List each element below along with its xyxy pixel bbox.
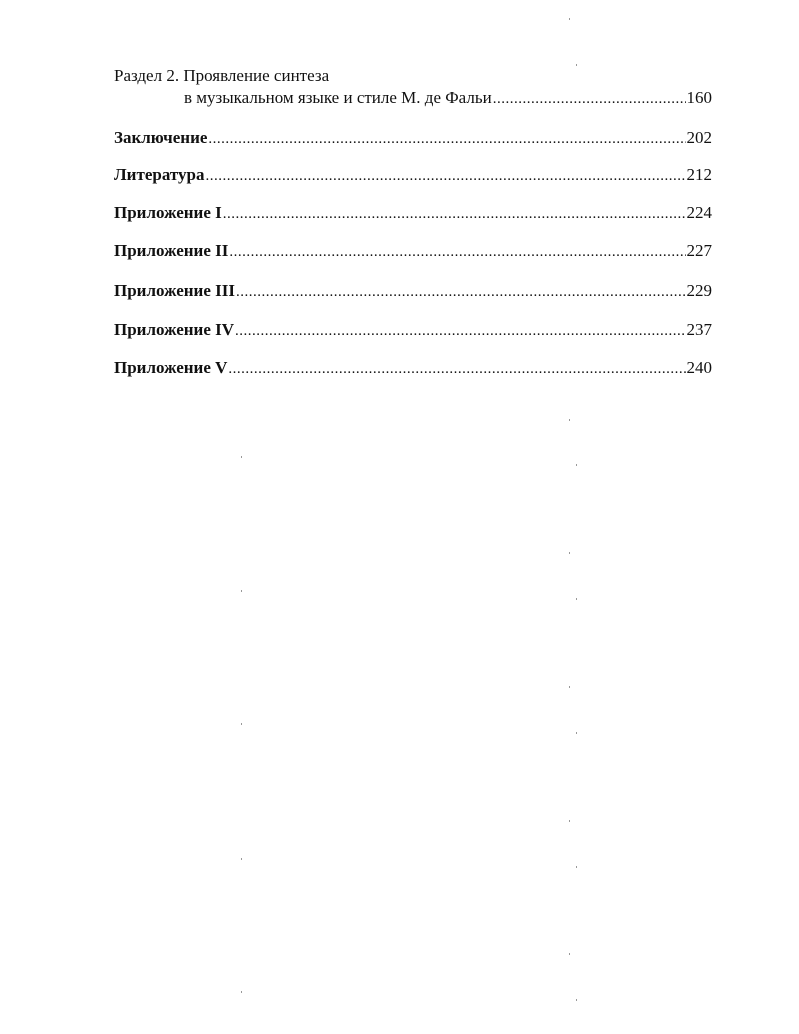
toc-entry-title: Литература <box>114 165 205 184</box>
toc-entry-title: Приложение IV <box>114 320 235 339</box>
toc-entry-title: Заключение <box>114 128 208 147</box>
toc-entry-title: Приложение II <box>114 241 229 260</box>
toc-entry-conclusion <box>114 128 712 149</box>
scan-speck <box>576 732 577 734</box>
toc-page-number: 212 <box>686 165 712 184</box>
scan-speck <box>241 590 242 592</box>
toc-page-number: 237 <box>686 320 712 339</box>
scan-speck <box>569 18 570 20</box>
scan-speck <box>569 953 570 955</box>
toc-dot-leader <box>235 321 685 341</box>
toc-entry-title: Приложение V <box>114 358 228 377</box>
toc-entry-appendix-5 <box>114 358 712 379</box>
toc-dot-leader <box>208 129 685 149</box>
scan-speck <box>241 456 242 458</box>
toc-dot-leader <box>205 166 685 186</box>
table-of-contents <box>114 66 712 379</box>
scan-speck <box>241 858 242 860</box>
scan-speck <box>576 598 577 600</box>
scan-speck <box>576 866 577 868</box>
toc-page-number: 227 <box>686 241 712 260</box>
scan-speck <box>576 999 577 1001</box>
toc-dot-leader <box>236 282 686 302</box>
toc-dot-leader <box>493 89 686 109</box>
toc-entry-literature <box>114 165 712 186</box>
toc-dot-leader <box>223 204 686 224</box>
toc-entry-appendix-3 <box>114 281 712 302</box>
toc-entry-section2 <box>114 88 712 109</box>
toc-entry-appendix-4 <box>114 320 712 341</box>
toc-entry-title: Приложение III <box>114 281 235 300</box>
toc-page-number: 224 <box>686 203 712 222</box>
toc-entry-appendix-2 <box>114 241 712 262</box>
scan-speck <box>241 991 242 993</box>
scan-speck <box>576 64 577 66</box>
scan-speck <box>576 464 577 466</box>
scan-speck <box>569 419 570 421</box>
toc-entry-appendix-1 <box>114 203 712 224</box>
toc-page-number: 240 <box>686 358 712 377</box>
toc-dot-leader <box>228 359 685 379</box>
toc-dot-leader <box>229 242 685 262</box>
toc-entry-title: в музыкальном языке и стиле М. де Фальи <box>184 88 492 107</box>
scan-speck <box>241 723 242 725</box>
toc-page-number: 229 <box>686 281 712 300</box>
scan-speck <box>569 686 570 688</box>
toc-page-number: 160 <box>686 88 712 107</box>
toc-page-number: 202 <box>686 128 712 147</box>
scan-speck <box>569 820 570 822</box>
toc-entry-title: Приложение I <box>114 203 222 222</box>
toc-section-heading: Раздел 2. Проявление синтеза <box>114 66 330 85</box>
scan-speck <box>569 552 570 554</box>
